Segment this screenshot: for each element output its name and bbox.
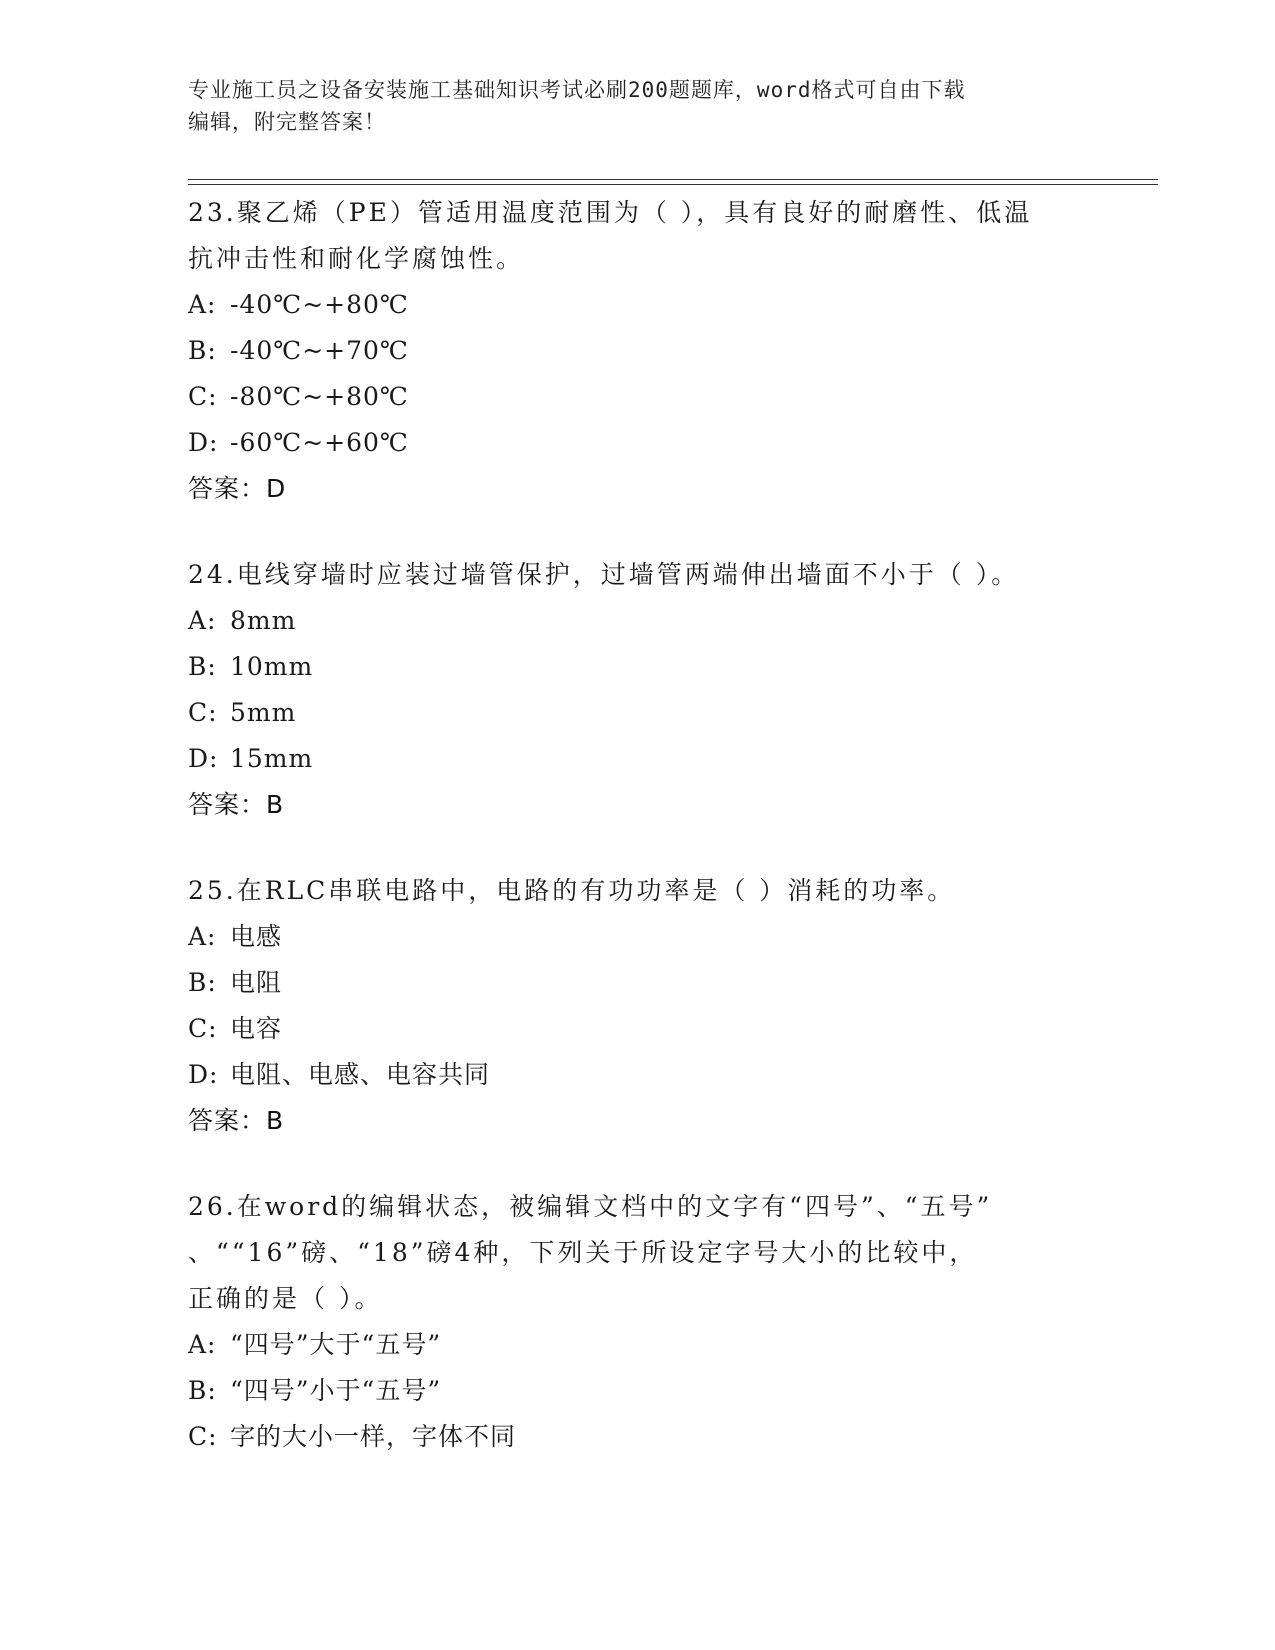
option-letter: C:: [188, 382, 218, 411]
option-text: -40℃~+70℃: [230, 336, 409, 365]
answer-option: [188, 282, 1078, 328]
option-text: 电阻、电感、电容共同: [230, 1060, 491, 1089]
option-letter: B:: [188, 652, 217, 681]
answer-option: [188, 420, 1078, 466]
answer-option: [188, 960, 1078, 1006]
answer-option: [188, 1368, 1078, 1414]
answer-option: [188, 328, 1078, 374]
header-divider-top: [188, 179, 1158, 180]
answer-option: [188, 1006, 1078, 1052]
question-text-line: 抗冲击性和耐化学腐蚀性。: [188, 244, 525, 273]
option-letter: A:: [188, 606, 217, 635]
option-letter: A:: [188, 922, 217, 951]
option-letter: B:: [188, 968, 217, 997]
option-letter: A:: [188, 1330, 217, 1359]
answer-option: [188, 1414, 1078, 1460]
option-letter: B:: [188, 336, 217, 365]
option-letter: C:: [188, 1422, 218, 1451]
document-header: [188, 74, 1088, 138]
header-title-line-1: 专业施工员之设备安装施工基础知识考试必刷200题题库，word格式可自由下载: [188, 78, 966, 102]
question-block: [188, 868, 1078, 1144]
option-letter: C:: [188, 698, 218, 727]
answer-key: 答案：B: [188, 1106, 285, 1135]
answer-option: [188, 374, 1078, 420]
answer-key: 答案：D: [188, 474, 287, 503]
question-block: [188, 190, 1078, 512]
option-letter: B:: [188, 1376, 217, 1405]
option-text: “四号”小于“五号”: [230, 1376, 442, 1405]
question-text-line: 26.在word的编辑状态，被编辑文档中的文字有“四号”、“五号”: [188, 1192, 993, 1221]
option-text: 15mm: [230, 744, 314, 773]
answer-option: [188, 1322, 1078, 1368]
question-list: [188, 190, 1078, 1500]
option-text: 字的大小一样，字体不同: [230, 1422, 517, 1451]
question-text-line: 23.聚乙烯（PE）管适用温度范围为（ ），具有良好的耐磨性、低温: [188, 198, 1033, 227]
option-text: -80℃~+80℃: [230, 382, 409, 411]
answer-option: [188, 914, 1078, 960]
question-block: [188, 552, 1078, 828]
option-text: 8mm: [230, 606, 297, 635]
answer-option: [188, 598, 1078, 644]
option-text: 电感: [230, 922, 283, 951]
question-block: [188, 1184, 1078, 1460]
option-letter: C:: [188, 1014, 218, 1043]
option-letter: D:: [188, 428, 219, 457]
option-text: 电容: [230, 1014, 283, 1043]
option-letter: D:: [188, 1060, 219, 1089]
option-text: “四号”大于“五号”: [230, 1330, 442, 1359]
question-text-line: 25.在RLC串联电路中，电路的有功功率是（ ）消耗的功率。: [188, 876, 956, 905]
option-text: 10mm: [230, 652, 314, 681]
question-text-line: 、““16”磅、“18”磅4种，下列关于所设定字号大小的比较中，: [188, 1238, 978, 1267]
answer-option: [188, 1052, 1078, 1098]
question-text-line: 正确的是（ ）。: [188, 1284, 383, 1313]
header-title-line-2: 编辑，附完整答案！: [188, 110, 386, 134]
option-letter: A:: [188, 290, 217, 319]
option-letter: D:: [188, 744, 219, 773]
option-text: 电阻: [230, 968, 283, 997]
answer-key: 答案：B: [188, 790, 285, 819]
answer-option: [188, 644, 1078, 690]
option-text: -60℃~+60℃: [230, 428, 409, 457]
header-divider-bottom: [188, 184, 1158, 185]
answer-option: [188, 736, 1078, 782]
option-text: 5mm: [230, 698, 297, 727]
answer-option: [188, 690, 1078, 736]
question-text-line: 24.电线穿墙时应装过墙管保护，过墙管两端伸出墙面不小于（ ）。: [188, 560, 1020, 589]
option-text: -40℃~+80℃: [230, 290, 409, 319]
